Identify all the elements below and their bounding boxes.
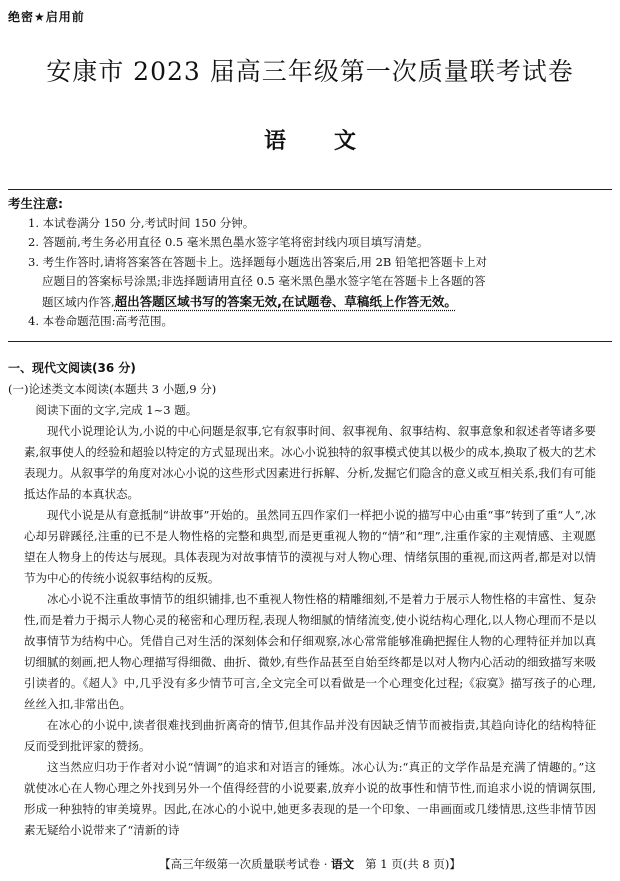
notice-item-3-text: 题区域内作答, [42, 294, 115, 309]
notice-heading: 考生注意: [8, 196, 63, 211]
candidate-notice [8, 194, 608, 332]
notice-item-2: 2. 答题前,考生务必用直径 0.5 毫米黑色墨水签字笔将密封线内项目填写清楚。 [28, 235, 429, 249]
notice-item-3-line-1: 3. 考生作答时,请将答案答在答题卡上。选择题每小题选出答案后,用 2B 铅笔把答题卡上对 [28, 254, 488, 269]
passage-paragraph: 在冰心的小说中,读者很难找到曲折离奇的情节,但其作品并没有因缺乏情节而被指责,其趋向诗化的结构特征反而受到批评家的赞扬。 [24, 718, 596, 753]
section-heading: 一、现代文阅读(36 分) [8, 361, 136, 375]
footer-subject: 语文 [331, 857, 355, 871]
section-subheading: (一)论述类文本阅读(本题共 3 小题,9 分) [8, 382, 217, 396]
passage-paragraph: 现代小说是从有意抵制“讲故事”开始的。虽然同五四作家们一样把小说的描写中心由重“事”转到了重“人”,冰心却另辟蹊径,注重的已不是人物性格的完整和典型,而是更重视人物的“情”和“理”,注重作家的主观情感、主观愿望在人物身上的传达与展现。具体表现为对故事情节的漠视与对人物心理、情绪氛围的重视,而这两者,都是对以情节为中心的传统小说叙事结构的反叛。 [24, 508, 596, 585]
notice-item-3 [28, 253, 608, 313]
notice-item-1: 1. 本试卷满分 150 分,考试时间 150 分钟。 [28, 215, 255, 230]
reading-section [8, 358, 596, 841]
page-footer [0, 856, 620, 872]
notice-item-3-line-3 [44, 292, 608, 313]
passage-paragraph: 现代小说理论认为,小说的中心问题是叙事,它有叙事时间、叙事视角、叙事结构、叙事意象和叙述者等诸多要素,叙事使人的经验和超验以特定的方式显现出来。冰心小说独特的叙事模式使其以极少的成本,换取了极大的艺术表现力。从叙事学的角度对冰心小说的这些形式因素进行拆解、分析,发掘它们隐含的意义或互相关系,我们有可能抵达作品的本真状态。 [24, 424, 596, 501]
passage-paragraph: 这当然应归功于作者对小说“情调”的追求和对语言的锤炼。冰心认为:“真正的文学作品是充满了情趣的。”这就使冰心在人物心理之外找到另外一个值得经营的小说要素,放弃小说的故事性和情节性,而追求小说的情调氛围,形成一种独特的审美境界。因此,在冰心的小说中,她更多表现的是一个印象、一串画面或几缕情思,这些非情节因素无疑给小说带来了“清新的诗 [24, 760, 596, 837]
footer-page-number: 第 1 页(共 8 页)】 [365, 857, 461, 871]
exam-title: 安康市 2023 届高三年级第一次质量联考试卷 [46, 57, 574, 86]
passage-paragraph: 冰心小说不注重故事情节的组织铺排,也不重视人物性格的精雕细刻,不是着力于展示人物性格的丰富性、复杂性,而是着力于揭示人物心灵的秘密和心理历程,表现人物细腻的情绪流变,使小说结构心理化,以人物心理而不是以故事情节为结构中心。凭借自己对生活的深刻体会和仔细观察,冰心常常能够准确把握住人物的心理特征并加以真切细腻的刻画,把人物心理描写得细微、曲折、微妙,有些作品甚至自始至终都是以对人物内心活动的细致描写来吸引读者的。《超人》中,几乎没有多少情节可言,全文完全可以看做是一个心理变化过程;《寂寞》描写孩子的心理,丝丝入扣,非常出色。 [24, 592, 596, 711]
notice-bottom-rule [8, 341, 612, 342]
notice-top-rule [8, 189, 612, 190]
subject-title: 语文 [263, 129, 404, 154]
notice-item-4: 4. 本卷命题范围:高考范围。 [28, 314, 174, 328]
reading-instruction: 阅读下面的文字,完成 1~3 题。 [35, 403, 198, 417]
notice-item-3-line-2: 应题目的答案标号涂黑;非选择题请用直径 0.5 毫米黑色墨水签字笔在答题卡上各题的答 [42, 274, 486, 288]
footer-left: 【高三年级第一次质量联考试卷 · [159, 857, 332, 871]
confidential-mark: 绝密★启用前 [8, 10, 85, 24]
notice-emphasis: 超出答题区域书写的答案无效,在试题卷、草稿纸上作答无效。 [114, 293, 457, 309]
